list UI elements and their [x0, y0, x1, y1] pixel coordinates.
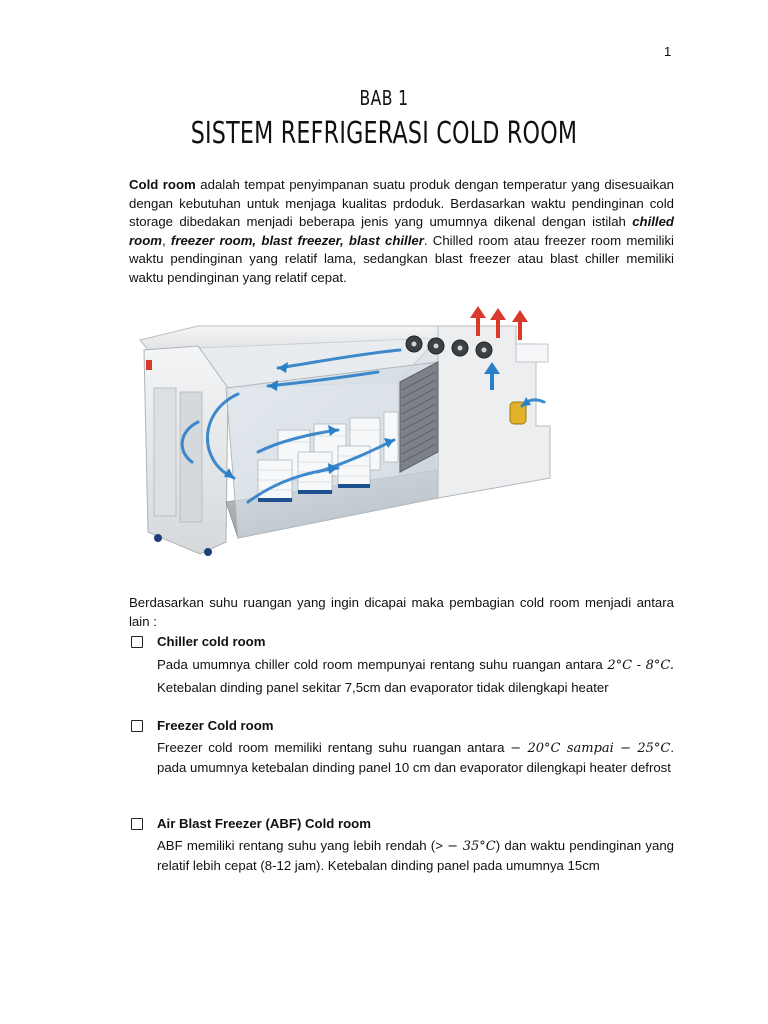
fan-icon — [476, 342, 492, 358]
item-title: Chiller cold room — [157, 634, 266, 649]
item-title: Freezer Cold room — [157, 718, 274, 733]
door-panel-2 — [180, 392, 202, 522]
item-body — [157, 654, 674, 699]
intro-term-2: freezer room, blast freezer, blast chiller — [170, 232, 424, 248]
classification-lead: Berdasarkan suhu ruangan yang ingin dicapai maka pembagian cold room menjadi antara lain : — [129, 595, 674, 629]
item-body — [157, 836, 674, 875]
item-math: − 20°C sampai − 25°C — [510, 741, 671, 756]
item-body-text: Pada umumnya chiller cold room mempunyai rentang suhu ruangan antara — [157, 657, 608, 672]
item-body-text: Freezer cold room memiliki rentang suhu ruangan antara — [157, 740, 511, 755]
door-logo — [146, 360, 152, 370]
fan-icon — [406, 336, 422, 352]
intro-paragraph — [129, 176, 674, 288]
item-math: 8°C. — [645, 658, 674, 673]
intro-sep-1: , — [161, 232, 171, 248]
wheel — [154, 534, 162, 542]
door-panel-1 — [154, 388, 176, 516]
intro-term-1: chilled room — [129, 214, 674, 248]
chapter-heading: BAB 1 — [359, 86, 409, 110]
page-number: 1 — [664, 44, 672, 59]
evaporator-block — [400, 362, 438, 472]
item-body-text: ABF memiliki rentang suhu yang lebih rendah (> — [157, 838, 448, 853]
page-title: SISTEM REFRIGERASI COLD ROOM — [190, 116, 578, 151]
item-math: − 35°C — [447, 839, 496, 854]
item-title: Air Blast Freezer (ABF) Cold room — [157, 816, 371, 831]
item-body-text: - — [632, 657, 646, 672]
item-math: 2°C — [607, 658, 633, 673]
item-body — [157, 738, 674, 777]
checkbox-icon — [131, 818, 143, 830]
checkbox-icon — [131, 720, 143, 732]
wheel — [204, 548, 212, 556]
fan-icon — [428, 338, 444, 354]
cold-room-illustration — [138, 302, 578, 564]
item-body-text: Ketebalan dinding panel sekitar 7,5cm dan evaporator tidak dilengkapi heater — [157, 680, 609, 695]
fan-icon — [452, 340, 468, 356]
checkbox-icon — [131, 636, 143, 648]
intro-text-2: . Chilled room atau freezer room memiliki waktu pendinginan yang relatif lama, sedangkan blast freezer atau blast chiller memiliki waktu pendinginan yang relatif cepat. — [129, 232, 674, 285]
intro-text-1: adalah tempat penyimpanan suatu produk dengan temperatur yang disesuaikan dengan kebutuhan untuk menjaga kualitas prdoduk. Berdasarkan waktu pendinginan cold storage dibedakan menjadi beberapa jenis yang umumnya dikenal dengan istilah — [129, 177, 674, 230]
intro-lead-term: Cold room — [129, 177, 196, 192]
machine-room-shelf — [516, 344, 548, 362]
item-body-text: ) dan waktu pendinginan yang relatif lebih cepat (8-12 jam). Ketebalan dinding panel pada umumnya 15cm — [157, 838, 675, 873]
item-body-text: . pada umumnya ketebalan dinding panel 10 cm dan evaporator dilengkapi heater defrost — [157, 740, 675, 775]
